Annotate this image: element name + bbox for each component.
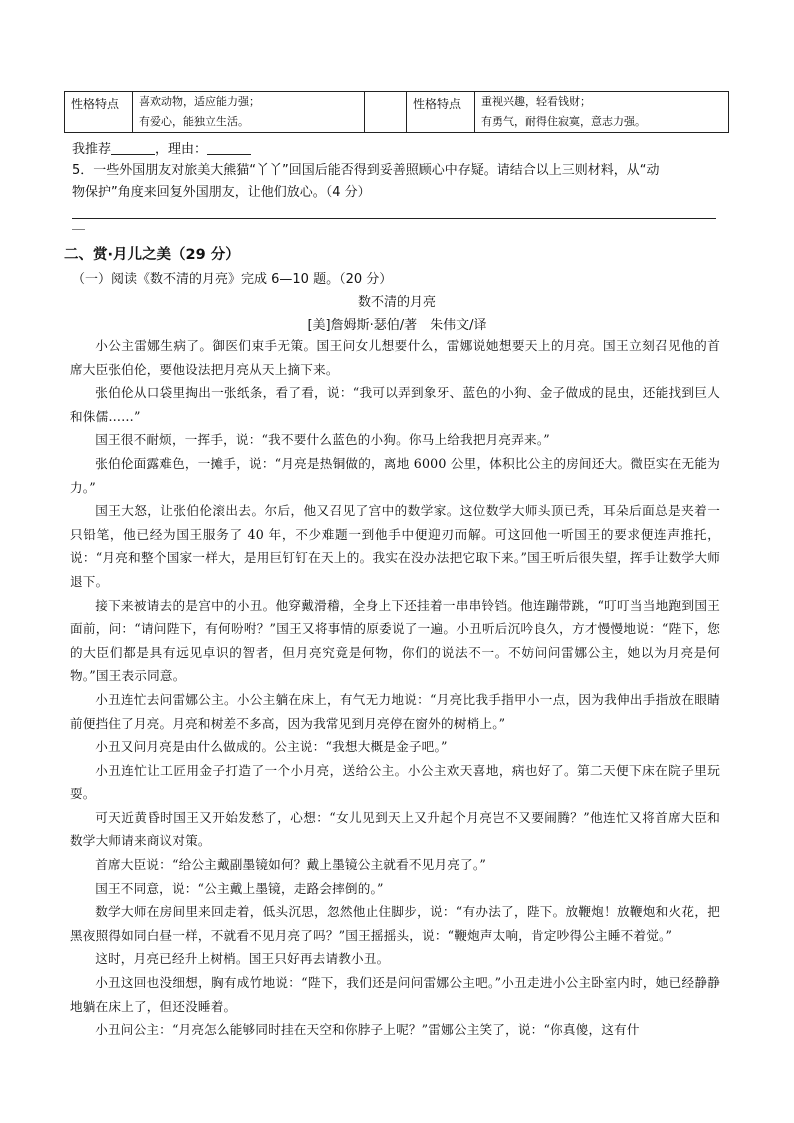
question-5: 5．一些外国朋友对旅美大熊猫“丫丫”回国后能否得到妥善照顾心中存疑。请结合以上三则材料，从“动 [72, 163, 660, 178]
section-title: 二、赏·月儿之美（29 分） [64, 247, 240, 263]
right-trait-content [475, 92, 729, 133]
right-trait-line-2: 有勇气，耐得住寂寞，意志力强。 [481, 115, 646, 128]
paragraph: 国王大怒，让张伯伦滚出去。尔后，他又召见了宫中的数学家。这位数学大师头顶已秃，耳朵后面总是夹着一只铅笔，他已经为国王服务了 40 年，不少难题一到他手中便迎刃而解。可这回他一听国王的要求便连声推托，说：“月亮和整个国家一样大，是用巨钉钉在天上的。我实在没办法把它取下来。”国王听后很失望，挥手让数学大师退下。 [70, 503, 720, 589]
subsection-instruction: （一）阅读《数不清的月亮》完成 6—10 题。（20 分） [72, 272, 393, 287]
recommend-prefix: 我推荐 [72, 142, 112, 157]
paragraph: 小丑又问月亮是由什么做成的。公主说：“我想大概是金子吧。” [95, 739, 448, 755]
paragraph: 数学大师在房间里来回走着，低头沉思，忽然他止住脚步，说：“有办法了，陛下。放鞭炮！放鞭炮和火花，把黑夜照得如同白昼一样，不就看不见月亮了吗？”国王摇摇头，说：“鞭炮声太响，肯定吵得公主睡不着觉。” [70, 904, 720, 943]
story-body [70, 334, 720, 1042]
left-trait-label: 性格特点 [65, 92, 133, 133]
table-blank-cell [365, 92, 407, 133]
story-title: 数不清的月亮 [357, 295, 436, 310]
paragraph: 张伯伦从口袋里掏出一张纸条，看了看，说：“我可以弄到象牙、蓝色的小狗、金子做成的昆虫，还能找到巨人和侏儒……” [70, 385, 720, 424]
paragraph: 国王不同意，说：“公主戴上墨镜，走路会摔倒的。” [95, 880, 384, 896]
paragraph: 小丑连忙让工匠用金子打造了一个小月亮，送给公主。小公主欢天喜地，病也好了。第二天便下床在院子里玩耍。 [70, 762, 720, 802]
question-5-continued: 物保护”角度来回复外国朋友，让他们放心。（4 分） [72, 185, 371, 200]
paragraph: 小丑连忙去问雷娜公主。小公主躺在床上，有气无力地说：“月亮比我手指甲小一点，因为我伸出手指放在眼睛前便挡住了月亮。月亮和树差不多高，因为我常见到月亮停在窗外的树梢上。” [70, 691, 720, 731]
answer-line[interactable] [72, 218, 716, 219]
paragraph: 国王很不耐烦，一挥手，说：“我不要什么蓝色的小狗。你马上给我把月亮弄来。” [95, 432, 550, 448]
reason-blank[interactable] [207, 140, 251, 155]
right-trait-label: 性格特点 [407, 92, 475, 133]
story-author: [美]詹姆斯·瑟伯/著 朱伟文/译 [307, 318, 487, 333]
answer-line-tail: ＿ [72, 217, 86, 232]
character-traits-table [64, 91, 729, 133]
paragraph: 这时，月亮已经升上树梢。国王只好再去请教小丑。 [95, 951, 390, 967]
paragraph: 首席大臣说：“给公主戴副墨镜如何？戴上墨镜公主就看不见月亮了。” [95, 857, 486, 873]
left-trait-line-2: 有爱心，能独立生活。 [139, 115, 249, 128]
paragraph: 接下来被请去的是宫中的小丑。他穿戴滑稽，全身上下还挂着一串串铃铛。他连蹦带跳，“叮叮当当地跑到国王面前，问：“请问陛下，有何吩咐？”国王又将事情的原委说了一遍。小丑听后沉吟良久，方才慢慢地说：“陛下，您的大臣们都是具有远见卓识的智者，但月亮究竟是何物，你们的说法不一。不妨问问雷娜公主，她以为月亮是何物。”国王表示同意。 [70, 597, 720, 684]
recommend-reason-label: ，理由： [155, 142, 208, 157]
paragraph: 小丑这回也没细想，胸有成竹地说：“陛下，我们还是问问雷娜公主吧。”小丑走进小公主卧室内时，她已经静静地躺在床上了，但还没睡着。 [70, 975, 720, 1014]
paragraph: 小公主雷娜生病了。御医们束手无策。国王问女儿想要什么，雷娜说她想要天上的月亮。国王立刻召见他的首席大臣张伯伦，要他设法把月亮从天上摘下来。 [70, 338, 720, 377]
recommend-line [72, 139, 251, 160]
paragraph: 可天近黄昏时国王又开始发愁了，心想：“女儿见到天上又升起个月亮岂不又要闹腾？”他连忙又将首席大臣和数学大师请来商议对策。 [70, 809, 720, 849]
paragraph: 小丑问公主：“月亮怎么能够同时挂在天空和你脖子上呢？”雷娜公主笑了，说：“你真傻，这有什 [95, 1022, 640, 1038]
paragraph: 张伯伦面露难色，一摊手，说：“月亮是热铜做的，离地 6000 公里，体积比公主的房间还大。微臣实在无能为力。” [70, 455, 720, 495]
left-trait-line-1: 喜欢动物，适应能力强； [139, 95, 260, 108]
recommend-blank[interactable] [111, 140, 155, 155]
left-trait-content [133, 92, 365, 133]
right-trait-line-1: 重视兴趣，轻看钱财； [481, 95, 591, 108]
